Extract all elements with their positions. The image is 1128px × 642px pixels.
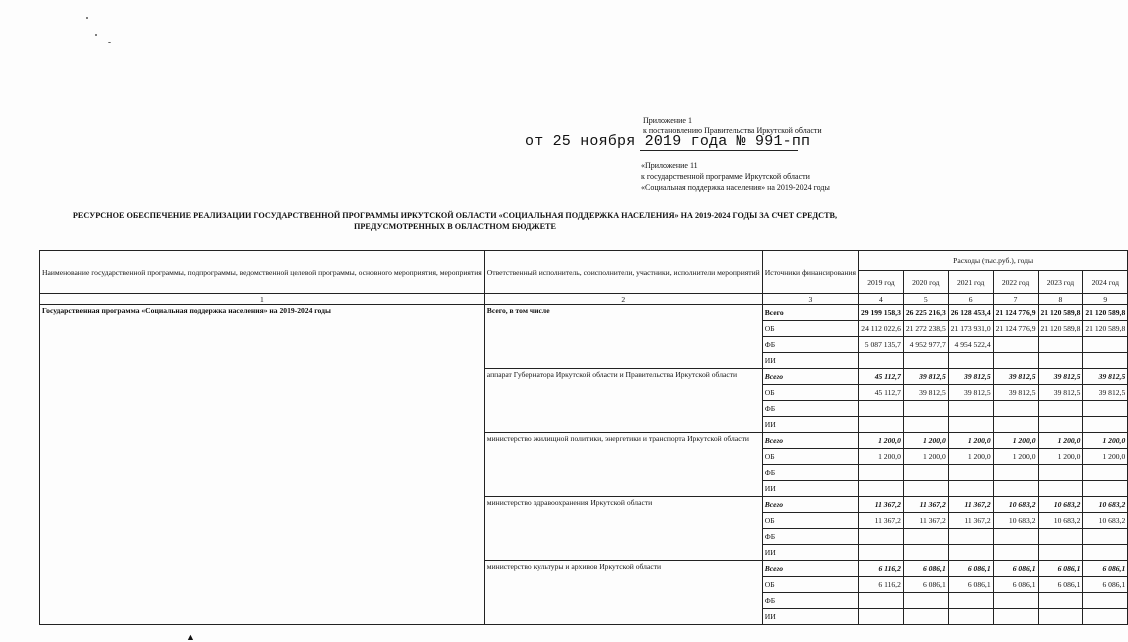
- column-number: 2: [484, 294, 762, 305]
- value-cell: 1 200,0: [1038, 433, 1083, 449]
- annex-line-2: к государственной программе Иркутской области: [641, 172, 810, 181]
- header-year: 2019 год: [859, 271, 904, 294]
- value-cell: 6 116,2: [859, 577, 904, 593]
- value-cell: [1083, 545, 1128, 561]
- value-cell: [993, 401, 1038, 417]
- value-cell: 39 812,5: [903, 369, 948, 385]
- value-cell: 10 683,2: [1083, 513, 1128, 529]
- value-cell: 6 086,1: [1038, 561, 1083, 577]
- value-cell: 21 173 931,0: [948, 321, 993, 337]
- source-cell: ИИ: [762, 353, 858, 369]
- value-cell: [859, 545, 904, 561]
- appendix-line-2: к постановлению Правительства Иркутской области: [643, 126, 822, 135]
- value-cell: [903, 417, 948, 433]
- value-cell: 10 683,2: [1038, 513, 1083, 529]
- value-cell: [993, 609, 1038, 625]
- value-cell: [859, 417, 904, 433]
- executor-cell: Всего, в том числе: [484, 305, 762, 369]
- source-cell: Всего: [762, 369, 858, 385]
- source-cell: ИИ: [762, 609, 858, 625]
- value-cell: 26 225 216,3: [903, 305, 948, 321]
- source-cell: Всего: [762, 433, 858, 449]
- value-cell: 1 200,0: [859, 449, 904, 465]
- value-cell: 1 200,0: [948, 449, 993, 465]
- value-cell: [1083, 337, 1128, 353]
- source-cell: ФБ: [762, 529, 858, 545]
- document-title: [40, 210, 870, 232]
- value-cell: 39 812,5: [1083, 369, 1128, 385]
- appendix-line-1: Приложение 1: [643, 116, 692, 125]
- value-cell: 39 812,5: [993, 369, 1038, 385]
- value-cell: [1038, 481, 1083, 497]
- value-cell: [993, 337, 1038, 353]
- value-cell: [948, 593, 993, 609]
- value-cell: [903, 545, 948, 561]
- executor-cell: аппарат Губернатора Иркутской области и Правительства Иркутской области: [484, 369, 762, 433]
- document-title-line-1: РЕСУРСНОЕ ОБЕСПЕЧЕНИЕ РЕАЛИЗАЦИИ ГОСУДАРСТВЕННОЙ ПРОГРАММЫ ИРКУТСКОЙ ОБЛАСТИ «СОЦИАЛЬНАЯ ПОДДЕРЖКА НАСЕЛЕНИЯ» НА 2019-2024 ГОДЫ ЗА СЧЕТ СРЕДСТВ,: [72, 211, 838, 220]
- value-cell: 39 812,5: [948, 369, 993, 385]
- header-name: Наименование государственной программы, подпрограммы, ведомственной целевой программы, основного мероприятия, мероприятия: [40, 251, 485, 294]
- value-cell: [993, 353, 1038, 369]
- value-cell: [1083, 481, 1128, 497]
- stamp-underline: [640, 150, 798, 151]
- value-cell: 39 812,5: [903, 385, 948, 401]
- value-cell: 26 128 453,4: [948, 305, 993, 321]
- value-cell: 1 200,0: [993, 449, 1038, 465]
- value-cell: 10 683,2: [993, 513, 1038, 529]
- value-cell: 11 367,2: [948, 497, 993, 513]
- value-cell: 6 086,1: [993, 577, 1038, 593]
- table-header-row: [40, 251, 1128, 271]
- value-cell: 1 200,0: [1038, 449, 1083, 465]
- program-name-cell: Государственная программа «Социальная поддержка населения» на 2019-2024 годы: [40, 305, 485, 625]
- source-cell: ИИ: [762, 481, 858, 497]
- value-cell: 6 116,2: [859, 561, 904, 577]
- source-cell: ФБ: [762, 337, 858, 353]
- value-cell: [903, 609, 948, 625]
- scan-speck: [86, 17, 88, 19]
- executor-cell: министерство жилищной политики, энергетики и транспорта Иркутской области: [484, 433, 762, 497]
- value-cell: [1038, 401, 1083, 417]
- value-cell: [1038, 353, 1083, 369]
- value-cell: [903, 401, 948, 417]
- value-cell: 1 200,0: [1083, 449, 1128, 465]
- value-cell: [948, 529, 993, 545]
- value-cell: 21 120 589,8: [1038, 305, 1083, 321]
- value-cell: 39 812,5: [948, 385, 993, 401]
- value-cell: [1038, 609, 1083, 625]
- value-cell: 11 367,2: [948, 513, 993, 529]
- value-cell: 11 367,2: [859, 497, 904, 513]
- value-cell: [948, 481, 993, 497]
- value-cell: [859, 529, 904, 545]
- value-cell: 4 952 977,7: [903, 337, 948, 353]
- annex-header: [641, 160, 830, 193]
- source-cell: ФБ: [762, 593, 858, 609]
- value-cell: 6 086,1: [1083, 577, 1128, 593]
- value-cell: 21 120 589,8: [1083, 305, 1128, 321]
- value-cell: [1083, 401, 1128, 417]
- source-cell: ФБ: [762, 465, 858, 481]
- executor-cell: министерство здравоохранения Иркутской области: [484, 497, 762, 561]
- source-cell: Всего: [762, 497, 858, 513]
- source-cell: ИИ: [762, 545, 858, 561]
- value-cell: [1038, 593, 1083, 609]
- value-cell: 45 112,7: [859, 385, 904, 401]
- source-cell: ОБ: [762, 385, 858, 401]
- column-number: 3: [762, 294, 858, 305]
- value-cell: 6 086,1: [903, 561, 948, 577]
- header-expenses: Расходы (тыс.руб.), годы: [859, 251, 1128, 271]
- value-cell: 1 200,0: [903, 449, 948, 465]
- value-cell: [948, 609, 993, 625]
- value-cell: [903, 481, 948, 497]
- value-cell: 21 120 589,8: [1083, 321, 1128, 337]
- value-cell: 39 812,5: [1038, 369, 1083, 385]
- annex-line-1: «Приложение 11: [641, 161, 698, 170]
- source-cell: ОБ: [762, 513, 858, 529]
- value-cell: 21 272 238,5: [903, 321, 948, 337]
- value-cell: [1038, 337, 1083, 353]
- value-cell: [1038, 465, 1083, 481]
- value-cell: [993, 593, 1038, 609]
- value-cell: 1 200,0: [1083, 433, 1128, 449]
- value-cell: 10 683,2: [1038, 497, 1083, 513]
- value-cell: 1 200,0: [903, 433, 948, 449]
- value-cell: [903, 353, 948, 369]
- header-year: 2022 год: [993, 271, 1038, 294]
- header-executor: Ответственный исполнитель, соисполнители, участники, исполнители мероприятий: [484, 251, 762, 294]
- value-cell: 6 086,1: [948, 561, 993, 577]
- value-cell: [1083, 609, 1128, 625]
- value-cell: [859, 353, 904, 369]
- source-cell: ОБ: [762, 321, 858, 337]
- column-number: 4: [859, 294, 904, 305]
- resource-table: [39, 250, 1128, 625]
- value-cell: 6 086,1: [948, 577, 993, 593]
- column-number: 6: [948, 294, 993, 305]
- executor-cell: министерство культуры и архивов Иркутской области: [484, 561, 762, 625]
- value-cell: 1 200,0: [993, 433, 1038, 449]
- value-cell: 29 199 158,3: [859, 305, 904, 321]
- table-row: [40, 305, 1128, 321]
- value-cell: 21 120 589,8: [1038, 321, 1083, 337]
- value-cell: 39 812,5: [1038, 385, 1083, 401]
- value-cell: [1083, 353, 1128, 369]
- value-cell: 21 124 776,9: [993, 305, 1038, 321]
- value-cell: [1038, 417, 1083, 433]
- value-cell: [903, 593, 948, 609]
- value-cell: 11 367,2: [903, 513, 948, 529]
- value-cell: [1083, 529, 1128, 545]
- column-number: 8: [1038, 294, 1083, 305]
- value-cell: 6 086,1: [903, 577, 948, 593]
- source-cell: Всего: [762, 305, 858, 321]
- header-source: Источники финансирования: [762, 251, 858, 294]
- column-numbers-row: [40, 294, 1128, 305]
- source-cell: Всего: [762, 561, 858, 577]
- value-cell: 1 200,0: [948, 433, 993, 449]
- value-cell: [1038, 545, 1083, 561]
- resolution-date-stamp: от 25 ноября 2019 года № 991-пп: [525, 133, 811, 150]
- value-cell: 39 812,5: [993, 385, 1038, 401]
- source-cell: ИИ: [762, 417, 858, 433]
- value-cell: [948, 417, 993, 433]
- value-cell: 10 683,2: [993, 497, 1038, 513]
- value-cell: 21 124 776,9: [993, 321, 1038, 337]
- value-cell: [993, 529, 1038, 545]
- header-year: 2021 год: [948, 271, 993, 294]
- value-cell: [1083, 417, 1128, 433]
- value-cell: [859, 401, 904, 417]
- value-cell: 6 086,1: [1083, 561, 1128, 577]
- column-number: 1: [40, 294, 485, 305]
- value-cell: [993, 481, 1038, 497]
- value-cell: [948, 545, 993, 561]
- value-cell: 5 087 135,7: [859, 337, 904, 353]
- scan-mark: ▲: [186, 632, 195, 642]
- header-year: 2023 год: [1038, 271, 1083, 294]
- value-cell: [1083, 593, 1128, 609]
- value-cell: [903, 465, 948, 481]
- header-year: 2024 год: [1083, 271, 1128, 294]
- value-cell: [1038, 529, 1083, 545]
- value-cell: [859, 609, 904, 625]
- value-cell: 10 683,2: [1083, 497, 1128, 513]
- source-cell: ОБ: [762, 449, 858, 465]
- scan-speck: [108, 42, 111, 43]
- value-cell: 11 367,2: [859, 513, 904, 529]
- value-cell: [948, 401, 993, 417]
- value-cell: 4 954 522,4: [948, 337, 993, 353]
- value-cell: 39 812,5: [1083, 385, 1128, 401]
- value-cell: 6 086,1: [1038, 577, 1083, 593]
- value-cell: [993, 465, 1038, 481]
- value-cell: [948, 353, 993, 369]
- value-cell: 24 112 022,6: [859, 321, 904, 337]
- header-year: 2020 год: [903, 271, 948, 294]
- value-cell: [859, 465, 904, 481]
- value-cell: 6 086,1: [993, 561, 1038, 577]
- value-cell: [859, 593, 904, 609]
- document-title-line-2: ПРЕДУСМОТРЕННЫХ В ОБЛАСТНОМ БЮДЖЕТЕ: [354, 222, 556, 231]
- column-number: 7: [993, 294, 1038, 305]
- column-number: 9: [1083, 294, 1128, 305]
- value-cell: 1 200,0: [859, 433, 904, 449]
- source-cell: ОБ: [762, 577, 858, 593]
- value-cell: [1083, 465, 1128, 481]
- value-cell: [993, 545, 1038, 561]
- value-cell: [948, 465, 993, 481]
- scan-speck: [95, 34, 97, 36]
- annex-line-3: «Социальная поддержка населения» на 2019-2024 годы: [641, 183, 830, 192]
- value-cell: [903, 529, 948, 545]
- source-cell: ФБ: [762, 401, 858, 417]
- value-cell: 45 112,7: [859, 369, 904, 385]
- value-cell: [993, 417, 1038, 433]
- value-cell: [859, 481, 904, 497]
- value-cell: 11 367,2: [903, 497, 948, 513]
- column-number: 5: [903, 294, 948, 305]
